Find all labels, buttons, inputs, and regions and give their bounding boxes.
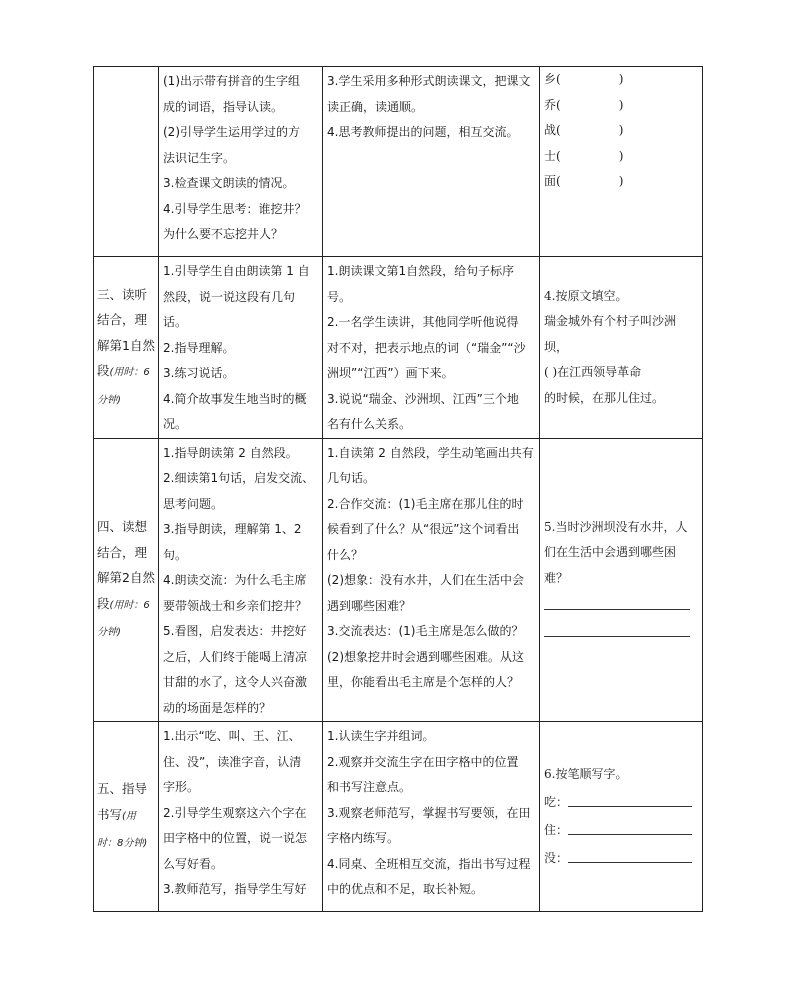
text-line: 字格内练写。 [327,831,400,845]
teacher-activity-cell [159,722,323,912]
text-line: 法识记生字。 [163,150,236,165]
step-cell [94,257,159,439]
text-line: 6.按笔顺写字。 [544,766,628,781]
text-line: 候看到了什么？从“很远”这个词看出 [327,522,520,536]
text-line: 1.朗读课文第1自然段，给句子标序号。 [327,264,515,304]
write-char: 没： [544,850,569,865]
exercise-cell [540,257,703,439]
text-line: 3.说说“瑞金、沙洲坝、江西”三个地 [327,391,519,406]
write-row [544,787,698,815]
text-line: 难？ [544,570,569,585]
answer-line[interactable] [568,862,692,863]
text-line: (2)引导学生运用学过的方 [163,125,300,139]
text-line: 4.同桌、全班相互交流，指出书写过程 [327,856,531,871]
text-line: 3.检查课文朗读的情况。 [163,176,295,190]
text-line: 5.当时沙洲坝没有水井，人 [544,519,688,534]
write-row [544,815,698,843]
text-line: 4.按原文填空。 [544,288,628,303]
student-activity-cell [323,722,540,912]
text-line: 田字格中的位置，说一说怎 [163,831,308,845]
pinyin-blank-row: 乡( ) [544,72,624,86]
step-cell [94,67,159,257]
text-line: 3.学生采用多种形式朗读课文，把课文 [327,74,531,88]
text-line: 4.朗读交流：为什么毛主席 [163,573,307,587]
answer-line[interactable] [568,834,692,835]
text-line: 2.引导学生观察这六个字在 [163,805,307,820]
text-line: 3.练习说话。 [163,366,235,380]
text-line: 3.指导朗读，理解第 1、2 句。 [163,522,302,562]
text-line: 的时候，在那儿住过。 [544,390,665,405]
text-line: 住、没”，读准字音，认清 [163,754,302,769]
exercise-cell [540,438,703,722]
write-row [544,843,698,871]
text-line: 要带领战士和乡亲们挖井？ [163,598,308,613]
answer-line[interactable] [544,618,690,637]
step-time: (用时：6分钟) [97,599,150,638]
text-line: ( )在江西领导革命 [544,365,642,379]
text-line: 对不对，把表示地点的词（“瑞金”“沙 [327,340,526,355]
text-line: 和书写注意点。 [327,780,412,794]
student-activity-cell [323,438,540,722]
text-line: 1.认读生字并组词。 [327,729,435,743]
table-row [94,257,703,439]
student-activity-cell [323,67,540,257]
text-line: 读正确，读通顺。 [327,99,424,114]
step-cell [94,438,159,722]
step-title: 五、指导书写 [97,781,148,822]
text-line: 几句话。 [327,471,376,485]
step-time: (用时：6分钟) [97,367,150,406]
text-line: 名有什么关系。 [327,417,412,431]
answer-line[interactable] [568,806,692,807]
text-line: 5.看图，启发表达：井挖好 [163,624,307,638]
text-line: (2)想象：没有水井，人们在生活中会 [327,573,524,587]
lesson-plan-table [93,66,703,912]
text-line: 2.观察并交流生字在田字格中的位置 [327,754,519,769]
text-line: 字形。 [163,780,200,794]
text-line: 动的场面是怎样的？ [163,700,272,715]
teacher-activity-cell [159,67,323,257]
text-line: (2)想象挖井时会遇到哪些困难。从这 [327,649,524,664]
text-line: 4.思考教师提出的问题，相互交流。 [327,125,519,139]
text-line: 3.观察老师范写，掌握书写要领，在田 [327,805,531,820]
answer-line[interactable] [544,591,690,610]
table-row [94,67,703,257]
step-cell [94,722,159,912]
text-line: 们在生活中会遇到哪些困 [544,545,677,559]
write-char: 吃： [544,794,569,809]
text-line: 4.引导学生思考：谁挖井？ [163,201,307,216]
step-title: 三、读听结合，理解第1自然段 [97,286,155,378]
text-line: 况。 [163,417,188,431]
text-line: 中的优点和不足，取长补短。 [327,882,484,896]
pinyin-blank-row: 面( ) [544,174,624,188]
text-line: 1.引导学生自由朗读第 1 自 [163,264,310,278]
exercise-cell [540,67,703,257]
step-time: (用时：8分钟) [97,810,148,850]
table-row [94,438,703,722]
text-line: 2.合作交流：(1)毛主席在那儿住的时 [327,496,524,511]
exercise-cell [540,722,703,912]
text-line: 什么？ [327,547,364,562]
text-line: 瑞金城外有个村子叫沙洲坝， [544,314,677,354]
text-line: 洲坝”“江西”）画下来。 [327,366,454,380]
teacher-activity-cell [159,438,323,722]
text-line: 1.指导朗读第 2 自然段。 [163,445,298,460]
text-line: 然段，说一说这段有几句话。 [163,289,296,329]
text-line: 1.出示“吃、叫、王、江、 [163,729,301,743]
text-line: 遇到哪些困难？ [327,598,412,613]
text-line: (1)出示带有拼音的生字组 [163,74,300,88]
text-line: 1.自读第 2 自然段，学生动笔画出共有 [327,445,534,460]
text-line: 之后，人们终于能喝上清凉 [163,649,308,664]
text-line: 思考问题。 [163,496,224,511]
text-line: 4.简介故事发生地当时的概 [163,391,307,406]
text-line: 里，你能看出毛主席是个怎样的人？ [327,675,520,689]
text-line: 2.一名学生读讲，其他同学听他说得 [327,315,519,329]
text-line: 为什么要不忘挖井人？ [163,227,284,241]
pinyin-blank-row: 乔( ) [544,97,624,112]
teacher-activity-cell [159,257,323,439]
write-char: 住： [544,822,569,837]
text-line: 2.指导理解。 [163,340,235,355]
text-line: 3.教师范写，指导学生写好 [163,882,307,896]
text-line: 成的词语，指导认读。 [163,99,284,114]
text-line: 甘甜的水了，这令人兴奋激 [163,675,308,689]
table-row [94,722,703,912]
step-title: 四、读想结合，理解第2自然段 [97,519,155,611]
student-activity-cell [323,257,540,439]
text-line: 么写好看。 [163,856,224,871]
pinyin-blank-row: 士( ) [544,148,624,163]
pinyin-blank-row: 战( ) [544,123,624,137]
text-line: 2.细读第1句话，启发交流、 [163,471,315,485]
text-line: 3.交流表达：(1)毛主席是怎么做的？ [327,624,524,638]
